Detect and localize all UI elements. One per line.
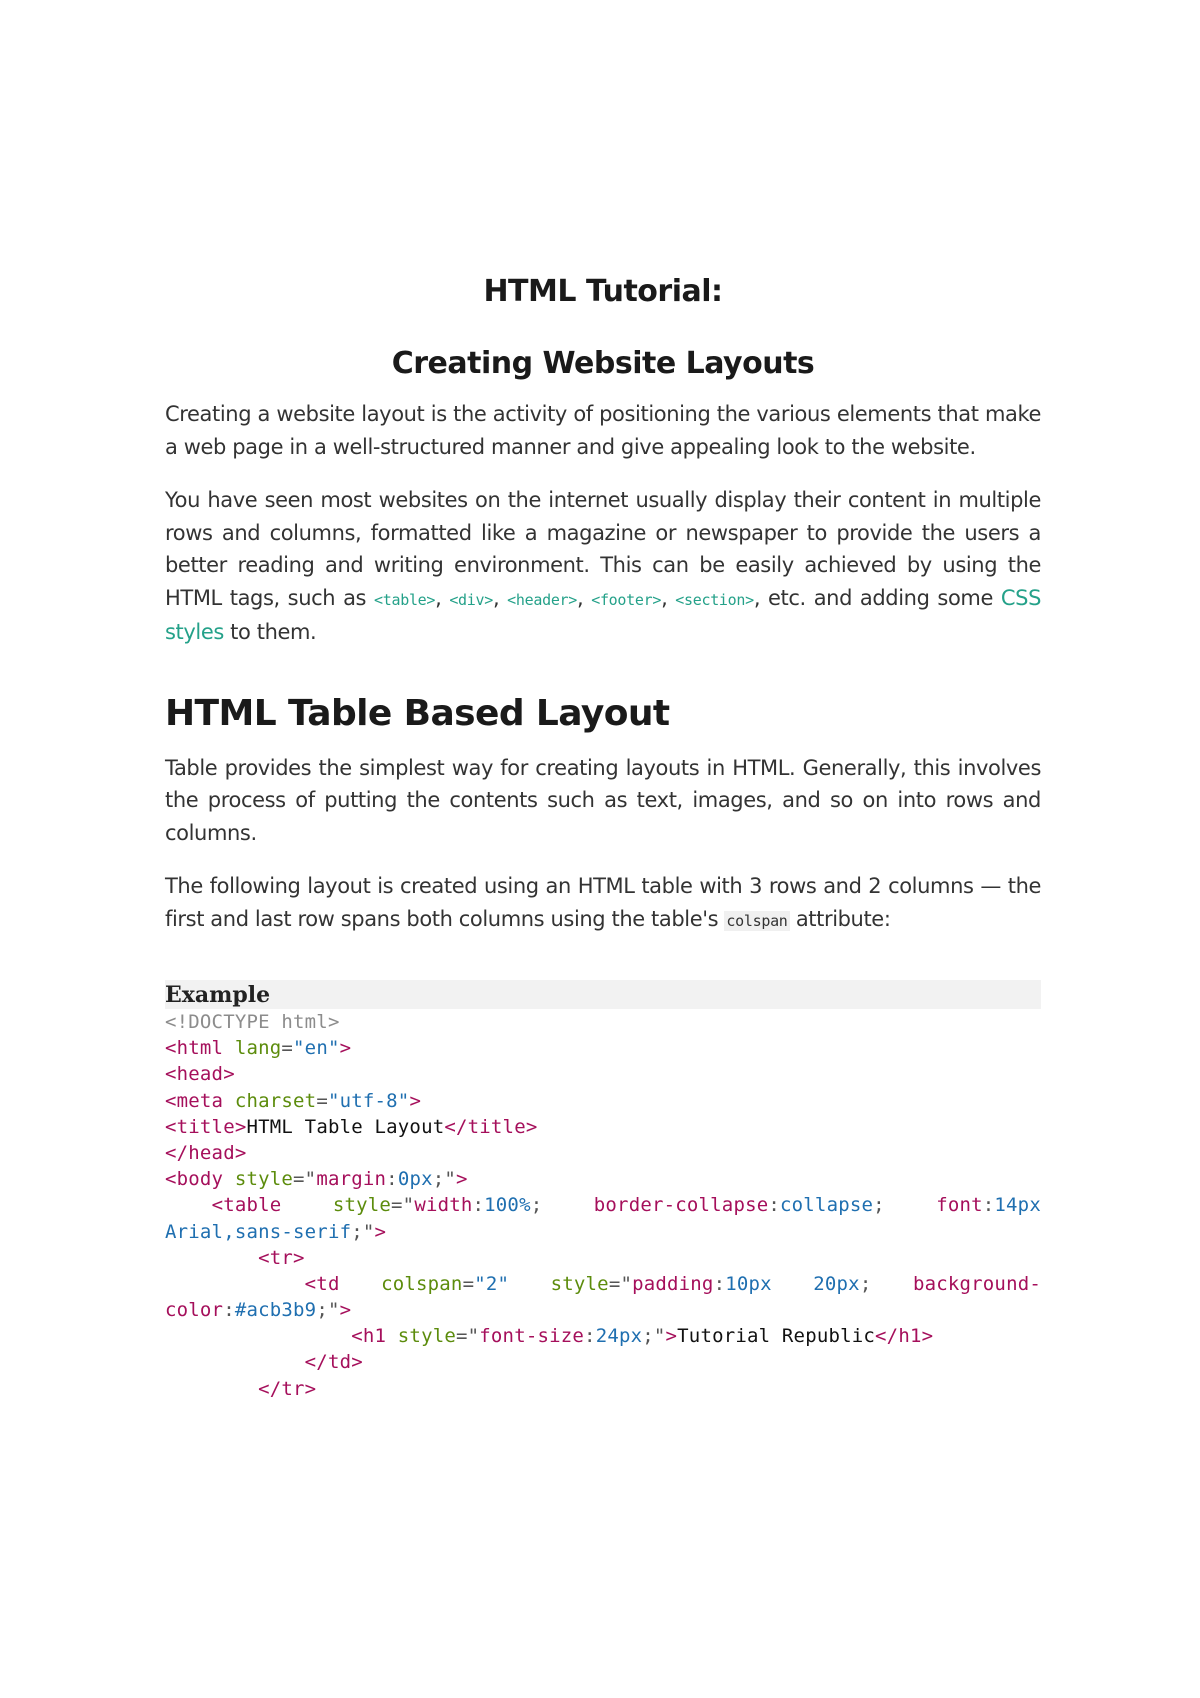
code-css-value: 20px xyxy=(813,1272,860,1295)
code-line: Arial,sans-serif;"> xyxy=(165,1220,387,1243)
tag-separator: , xyxy=(435,585,450,610)
code-line xyxy=(165,1009,1041,1035)
section-heading: HTML Table Based Layout xyxy=(165,692,670,734)
intro-paragraph-1: Creating a website layout is the activity of positioning the various elements that make a web page in a well-structured manner and give appealing look to the website. xyxy=(165,402,1041,459)
code-line xyxy=(165,1061,1041,1087)
code-value: "en" xyxy=(293,1037,340,1060)
code-value: "utf-8" xyxy=(327,1089,410,1112)
section-p2-text-after: attribute: xyxy=(789,906,891,931)
code-line xyxy=(165,1245,1041,1271)
intro-p2-text-mid: , etc. and adding some xyxy=(753,585,1001,610)
code-css-value: 100% xyxy=(484,1194,531,1217)
code-line: <td colspan="2" style="padding:10px 20px; background- xyxy=(304,1272,1041,1295)
code-css-prop: font-size xyxy=(479,1325,585,1348)
code-example xyxy=(165,1009,1041,1402)
code-value: "2" xyxy=(474,1272,510,1295)
intro-paragraph-2 xyxy=(165,484,1041,649)
colspan-inline-code: colspan xyxy=(726,911,788,930)
tag-section[interactable]: <section> xyxy=(675,590,754,609)
code-css-value: 24px xyxy=(595,1325,643,1348)
code-css-prop: font xyxy=(936,1194,983,1217)
code-tag: </head> xyxy=(165,1141,247,1164)
code-css-prop: background- xyxy=(912,1272,1041,1295)
document-content xyxy=(165,272,1041,1402)
code-css-prop: padding xyxy=(632,1272,714,1295)
code-line xyxy=(165,1114,1041,1140)
code-attr: colspan xyxy=(381,1272,463,1295)
code-tag: <tr> xyxy=(258,1246,305,1269)
tag-table[interactable]: <table> xyxy=(374,590,436,609)
code-line xyxy=(165,1140,1041,1166)
code-line: <h1 style="font-size:24px;">Tutorial Republic</h1> xyxy=(351,1325,934,1348)
code-line: <meta charset="utf-8"> xyxy=(165,1089,422,1112)
code-tag: </td> xyxy=(304,1351,363,1374)
code-attr: style xyxy=(332,1194,392,1217)
code-line xyxy=(165,1349,1041,1375)
code-css-value: Arial,sans-serif xyxy=(165,1220,352,1243)
code-tag: <title> xyxy=(165,1115,247,1138)
code-tag: <head> xyxy=(165,1063,235,1086)
code-tag: <td xyxy=(304,1272,340,1295)
section-p2-text-before: The following layout is created using an HTML table with 3 rows and 2 columns — the first and last row spans both columns using the table's xyxy=(165,874,1041,931)
code-line: color:#acb3b9;"> xyxy=(165,1299,352,1322)
css-styles-link[interactable]: CSS styles xyxy=(165,585,1041,644)
code-css-value: collapse xyxy=(780,1194,874,1217)
code-attr: style xyxy=(234,1168,294,1191)
code-css-value: 0px xyxy=(397,1168,433,1191)
tag-separator: , xyxy=(577,585,592,610)
example-label: Example xyxy=(165,980,1041,1009)
code-tag: <body xyxy=(165,1168,224,1191)
code-attr: style xyxy=(550,1272,609,1295)
code-tag: <h1 xyxy=(351,1325,387,1348)
code-css-value: 10px xyxy=(725,1272,772,1295)
tag-header[interactable]: <header> xyxy=(507,590,578,609)
code-text: HTML Table Layout xyxy=(246,1115,445,1138)
code-tag: <html xyxy=(165,1037,224,1060)
code-tag: <meta xyxy=(165,1089,224,1112)
code-text: Tutorial Republic xyxy=(677,1325,876,1348)
code-line: <table style="width:100%; border-collapse:collapse; font:14px xyxy=(211,1194,1041,1217)
intro-p2-text-before: You have seen most websites on the internet usually display their content in multiple rows and columns, formatted like a magazine or newspaper to provide the users a better reading and writing environment. This can be easily achieved by using the HTML tags, such as xyxy=(165,488,1041,610)
tag-footer[interactable]: <footer> xyxy=(591,590,662,609)
code-attr: style xyxy=(397,1325,456,1348)
code-line: <html lang="en"> xyxy=(165,1037,352,1060)
code-attr: lang xyxy=(234,1037,282,1060)
section-paragraph-2 xyxy=(165,870,1041,937)
tag-separator: , xyxy=(661,585,676,610)
section-paragraph-1: Table provides the simplest way for creating layouts in HTML. Generally, this involves the process of putting the contents such as text, images, and so on into rows and columns. xyxy=(165,755,1041,845)
code-css-prop: color xyxy=(165,1299,224,1322)
code-doctype: <!DOCTYPE html> xyxy=(165,1011,340,1033)
doc-title-line2: Creating Website Layouts xyxy=(391,346,815,381)
code-css-value: #acb3b9 xyxy=(234,1299,317,1322)
tag-separator: , xyxy=(492,585,508,610)
code-line xyxy=(165,1376,1041,1402)
code-tag: <table xyxy=(211,1194,282,1217)
code-css-prop: width xyxy=(414,1194,473,1217)
code-attr: charset xyxy=(234,1089,317,1112)
doc-title-line1: HTML Tutorial: xyxy=(483,274,723,309)
code-line: <body style="margin:0px;"> xyxy=(165,1168,468,1191)
code-tag: </tr> xyxy=(258,1377,317,1400)
code-tag: </h1> xyxy=(875,1325,934,1348)
tag-div[interactable]: <div> xyxy=(449,590,493,609)
code-tag: </title> xyxy=(444,1115,538,1138)
code-css-value: 14px xyxy=(994,1194,1041,1217)
code-css-prop: border-collapse xyxy=(593,1194,769,1217)
intro-p2-text-after: to them. xyxy=(223,620,317,644)
code-css-prop: margin xyxy=(316,1168,387,1191)
